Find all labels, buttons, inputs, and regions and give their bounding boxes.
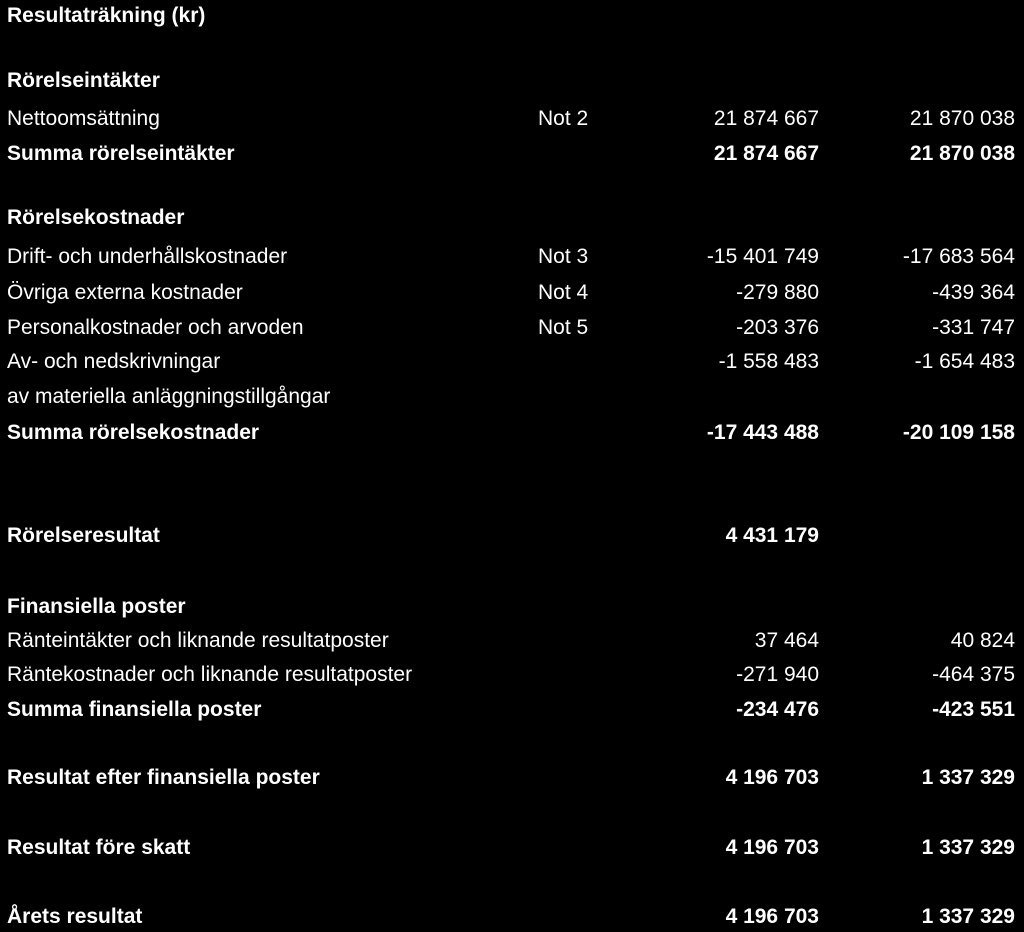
current-year-value: 4 431 179 [725,524,819,547]
note-reference: Not 4 [538,281,589,304]
current-year-value: -234 476 [736,698,819,721]
table-row-continuation [0,382,1024,412]
row-label: Resultat före skatt [7,836,191,859]
row-label: Drift- och underhållskostnader [7,245,288,268]
current-year-value: -1 558 483 [718,350,819,373]
previous-year-value: 1 337 329 [921,836,1015,859]
row-label: Personalkostnader och arvoden [7,316,304,339]
result-row [0,833,1024,863]
row-label: Rörelseintäkter [7,69,160,92]
row-label: Årets resultat [7,905,143,928]
current-year-value: 21 874 667 [713,107,819,130]
current-year-value: -279 880 [736,281,819,304]
result-row [0,521,1024,551]
section-heading-financial-items [0,592,1024,622]
section-heading-operating-income [0,66,1024,96]
subtotal-row [0,695,1024,725]
row-label: Övriga externa kostnader [7,281,243,304]
previous-year-value: -17 683 564 [902,245,1015,268]
row-label: Ränteintäkter och liknande resultatposter [7,629,389,652]
previous-year-value: 21 870 038 [909,142,1015,165]
current-year-value: 21 874 667 [713,142,819,165]
table-row [0,313,1024,343]
table-row [0,104,1024,134]
row-label: Summa rörelseintäkter [7,142,235,165]
row-label: Summa rörelsekostnader [7,421,260,444]
row-label: Resultat efter finansiella poster [7,766,320,789]
subtotal-row [0,418,1024,448]
previous-year-value: 21 870 038 [909,107,1015,130]
current-year-value: 4 196 703 [725,836,819,859]
row-label: Räntekostnader och liknande resultatposter [7,663,413,686]
current-year-value: -15 401 749 [706,245,819,268]
row-label: av materiella anläggningstillgångar [7,385,331,408]
previous-year-value: -1 654 483 [914,350,1015,373]
previous-year-value: 1 337 329 [921,766,1015,789]
previous-year-value: -439 364 [932,281,1015,304]
note-reference: Not 2 [538,107,589,130]
subtotal-row [0,139,1024,169]
row-label: Rörelseresultat [7,524,160,547]
note-reference: Not 5 [538,316,589,339]
row-label: Av- och nedskrivningar [7,350,221,373]
previous-year-value: -20 109 158 [902,421,1015,444]
previous-year-value: -423 551 [932,698,1015,721]
current-year-value: -271 940 [736,663,819,686]
previous-year-value: 1 337 329 [921,905,1015,928]
current-year-value: 4 196 703 [725,766,819,789]
row-label: Finansiella poster [7,595,186,618]
current-year-value: -17 443 488 [706,421,819,444]
section-heading-operating-expenses [0,203,1024,233]
previous-year-value: -464 375 [932,663,1015,686]
current-year-value: 4 196 703 [725,905,819,928]
table-row [0,347,1024,377]
current-year-value: 37 464 [754,629,819,652]
previous-year-value: 40 824 [950,629,1015,652]
note-reference: Not 3 [538,245,589,268]
table-row [0,278,1024,308]
table-row [0,626,1024,656]
table-row [0,242,1024,272]
result-row-net-income [0,902,1024,932]
row-label: Summa finansiella poster [7,698,262,721]
current-year-value: -203 376 [736,316,819,339]
row-label: Nettoomsättning [7,107,160,130]
page-title: Resultaträkning (kr) [7,4,206,27]
table-row [0,660,1024,690]
row-label: Rörelsekostnader [7,206,185,229]
result-row [0,763,1024,793]
previous-year-value: -331 747 [932,316,1015,339]
